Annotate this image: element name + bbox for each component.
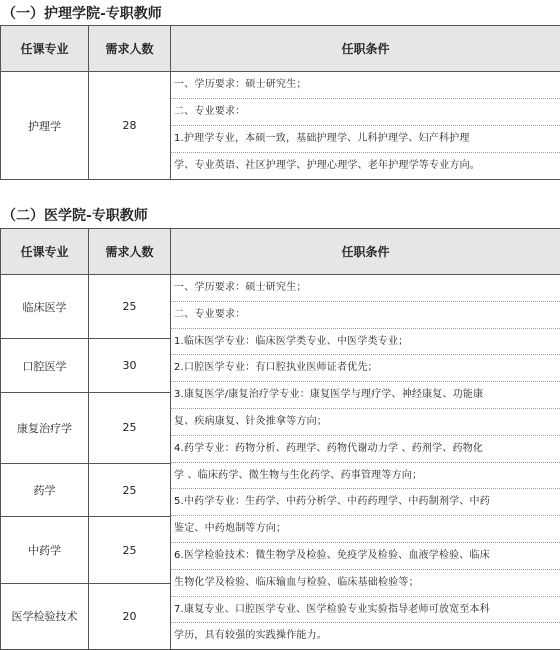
header-requirements: 任职条件 [171,26,560,72]
count-cell: 20 [89,583,171,649]
header-major: 任课专业 [1,26,89,72]
requirement-line: 二、专业要求： [171,99,560,126]
major-cell: 临床医学 [1,275,89,339]
requirement-line: 复、疾病康复、针灸推拿等方向； [171,409,560,436]
table-row [1,72,560,180]
header-requirements: 任职条件 [171,229,560,275]
medical-table [0,228,560,650]
requirement-line: 2.口腔医学专业：有口腔执业医师证者优先； [171,355,560,382]
header-count: 需求人数 [89,26,171,72]
header-count: 需求人数 [89,229,171,275]
requirements-cell [171,72,560,180]
table-header-row [1,229,560,275]
major-cell: 口腔医学 [1,339,89,393]
requirement-line: 1.护理学专业，本硕一致，基础护理学、儿科护理学、妇产科护理 [171,126,560,153]
major-cell: 中药学 [1,517,89,583]
count-cell: 30 [89,339,171,393]
requirement-line: 学历，具有较强的实践操作能力。 [171,623,560,649]
requirement-line: 一、学历要求：硕士研究生； [171,72,560,99]
count-cell: 25 [89,275,171,339]
count-cell: 25 [89,393,171,463]
requirement-line: 学、专业英语、社区护理学、护理心理学、老年护理学等专业方向。 [171,153,560,179]
nursing-table [0,25,560,180]
section-2-title: （二）医学院-专职教师 [2,205,148,225]
table-row [1,275,560,339]
count-cell: 25 [89,463,171,517]
requirement-line: 3.康复医学/康复治疗学专业：康复医学与理疗学、神经康复、功能康 [171,382,560,409]
requirement-line: 6.医学检验技术：微生物学及检验、免疫学及检验、血液学检验、临床 [171,543,560,570]
table-header-row [1,26,560,72]
major-cell: 药学 [1,463,89,517]
requirement-line: 二、专业要求： [171,302,560,329]
requirement-line: 5.中药学专业：生药学、中药分析学、中药药理学、中药制剂学、中药 [171,489,560,516]
major-cell: 康复治疗学 [1,393,89,463]
count-cell: 28 [89,72,171,180]
requirement-line: 鉴定、中药炮制等方向； [171,516,560,543]
requirement-line: 1.临床医学专业：临床医学类专业、中医学类专业； [171,329,560,356]
requirement-line: 7.康复专业、口腔医学专业、医学检验专业实验指导老师可放宽至本科 [171,597,560,624]
major-cell: 护理学 [1,72,89,180]
major-cell: 医学检验技术 [1,583,89,649]
requirement-line: 一、学历要求：硕士研究生； [171,275,560,302]
section-1-title: （一）护理学院-专职教师 [2,3,162,23]
requirement-line: 学 、临床药学、微生物与生化药学、药事管理等方向； [171,463,560,490]
header-major: 任课专业 [1,229,89,275]
count-cell: 25 [89,517,171,583]
requirement-line: 4.药学专业：药物分析、药理学、药物代谢动力学 、药剂学、药物化 [171,436,560,463]
requirement-line: 生物化学及检验、临床输血与检验、临床基础检验等； [171,570,560,597]
requirements-cell [171,275,560,650]
